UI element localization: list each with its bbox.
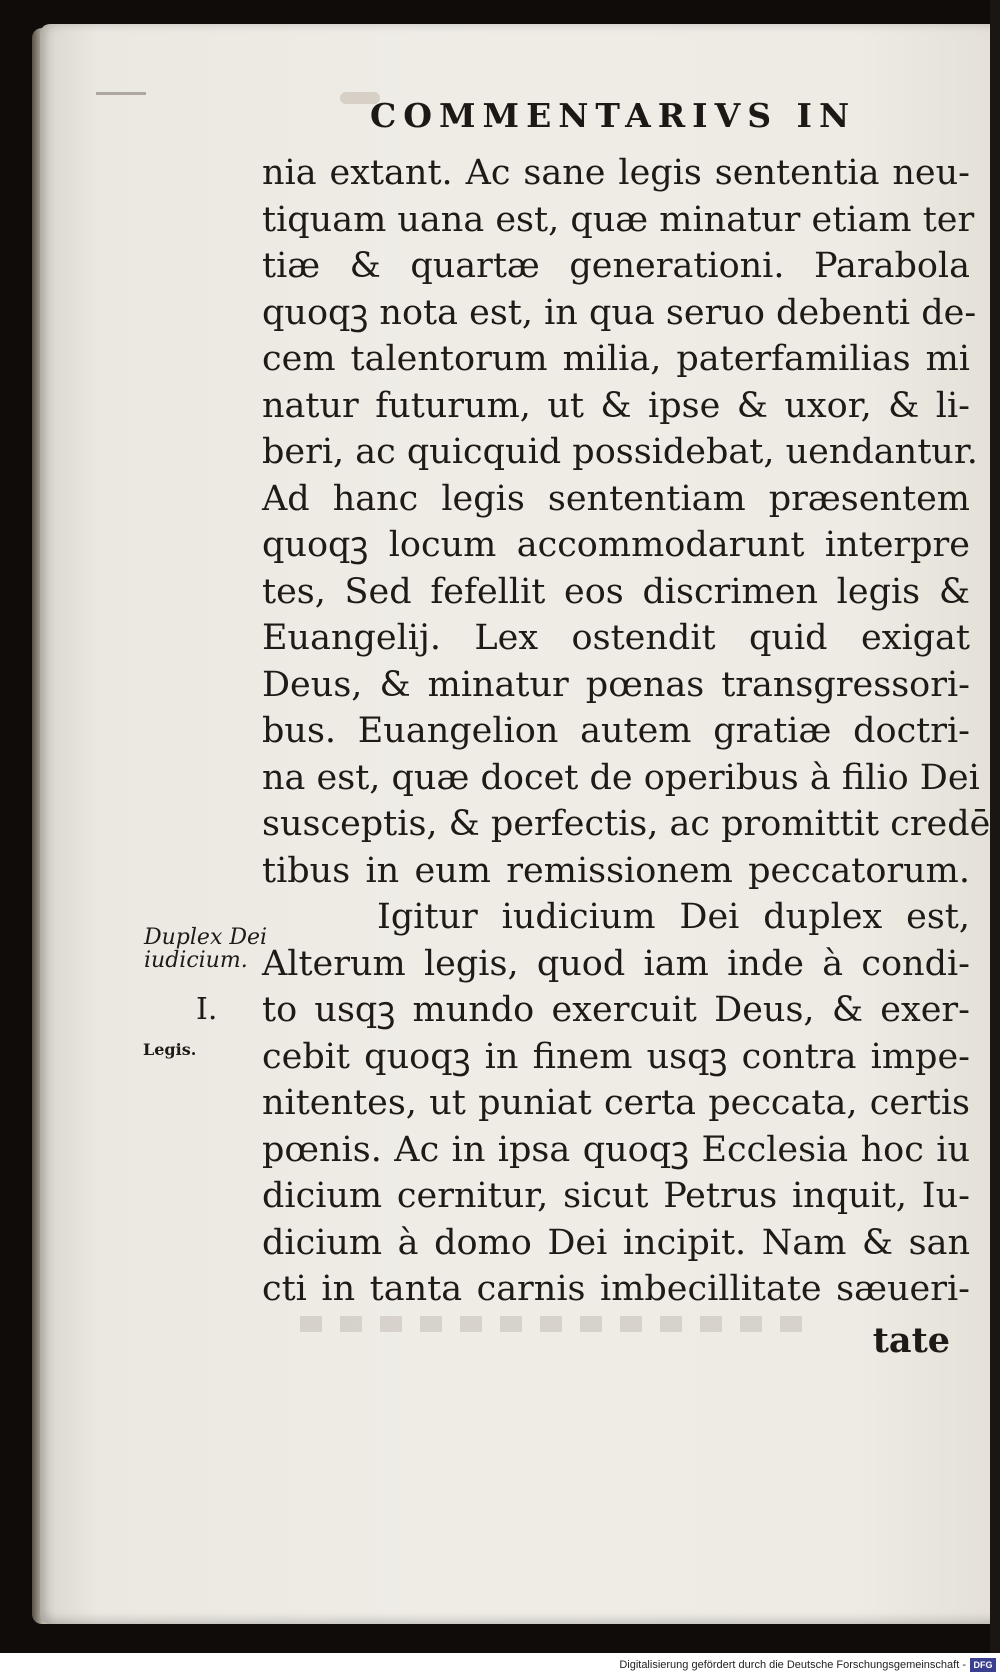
text-line: beri, ac quicquid possidebat, uendantur. (262, 432, 978, 472)
text-line: dicium à domo Dei incipit. Nam & san (262, 1222, 970, 1263)
text-line: Igitur iudicium Dei duplex est, (377, 897, 970, 937)
text-line: dicium cernitur, sicut Petrus inquit, Iu- (262, 1176, 970, 1216)
running-head: COMMENTARIVS IN (370, 96, 857, 135)
paper-scuff (96, 92, 146, 95)
text-line: tes, Sed fefellit eos discrimen legis & (262, 571, 970, 612)
footer-credit: Digitalisierung gefördert durch die Deutsche Forschungsgemeinschaft - (619, 1659, 966, 1671)
text-line: cem talentorum milia, paterfamilias mi (262, 339, 970, 379)
text-line: bus. Euangelion autem gratiæ doctri- (262, 711, 970, 751)
text-line: Deus, & minatur pœnas transgressori- (262, 664, 970, 705)
text-line: to usqꝫ mundo exercuit Deus, & exer- (262, 990, 970, 1030)
text-line: Alterum legis, quod iam inde à condi- (262, 943, 970, 984)
text-line: quoqꝫ nota est, in qua seruo debenti de- (262, 292, 977, 333)
text-line: na est, quæ docet de operibus à filio Dei (262, 757, 980, 798)
text-line: cti in tanta carnis imbecillitate sæueri- (262, 1269, 970, 1309)
text-line: tiquam uana est, quæ minatur etiam ter (262, 199, 975, 240)
text-line: quoqꝫ locum accommodarunt interpre (262, 525, 970, 565)
margin-note-iudicium: iudicium. (144, 948, 248, 973)
text-line: Ad hanc legis sententiam præsentem (262, 478, 970, 519)
text-line: tibus in eum remissionem peccatorum. (262, 850, 970, 891)
text-line: Euangelij. Lex ostendit quid exigat (262, 618, 970, 658)
margin-note-duplex: Duplex Dei (144, 925, 268, 950)
text-line: natur futurum, ut & ipse & uxor, & li- (262, 385, 970, 426)
text-line: nia extant. Ac sane legis sententia neu- (262, 153, 970, 193)
text-line: tiæ & quartæ generationi. Parabola (262, 246, 970, 286)
margin-note-legis: Legis. (143, 1040, 197, 1059)
text-line: pœnis. Ac in ipsa quoqꝫ Ecclesia hoc iu (262, 1129, 970, 1170)
text-line: nitentes, ut puniat certa peccata, certis (262, 1083, 970, 1123)
text-line: cebit quoqꝫ in finem usqꝫ contra impe- (262, 1036, 970, 1077)
catchword: tate (872, 1320, 950, 1361)
scan-right-edge (990, 0, 1000, 1675)
digitization-footer (0, 1653, 1000, 1675)
main-text-block (262, 150, 991, 1313)
text-line: susceptis, & perfectis, ac promittit credē (262, 804, 991, 844)
dfg-logo: DFG (970, 1658, 996, 1672)
show-through-text (300, 1316, 820, 1332)
margin-note-numeral: I. (196, 992, 218, 1027)
